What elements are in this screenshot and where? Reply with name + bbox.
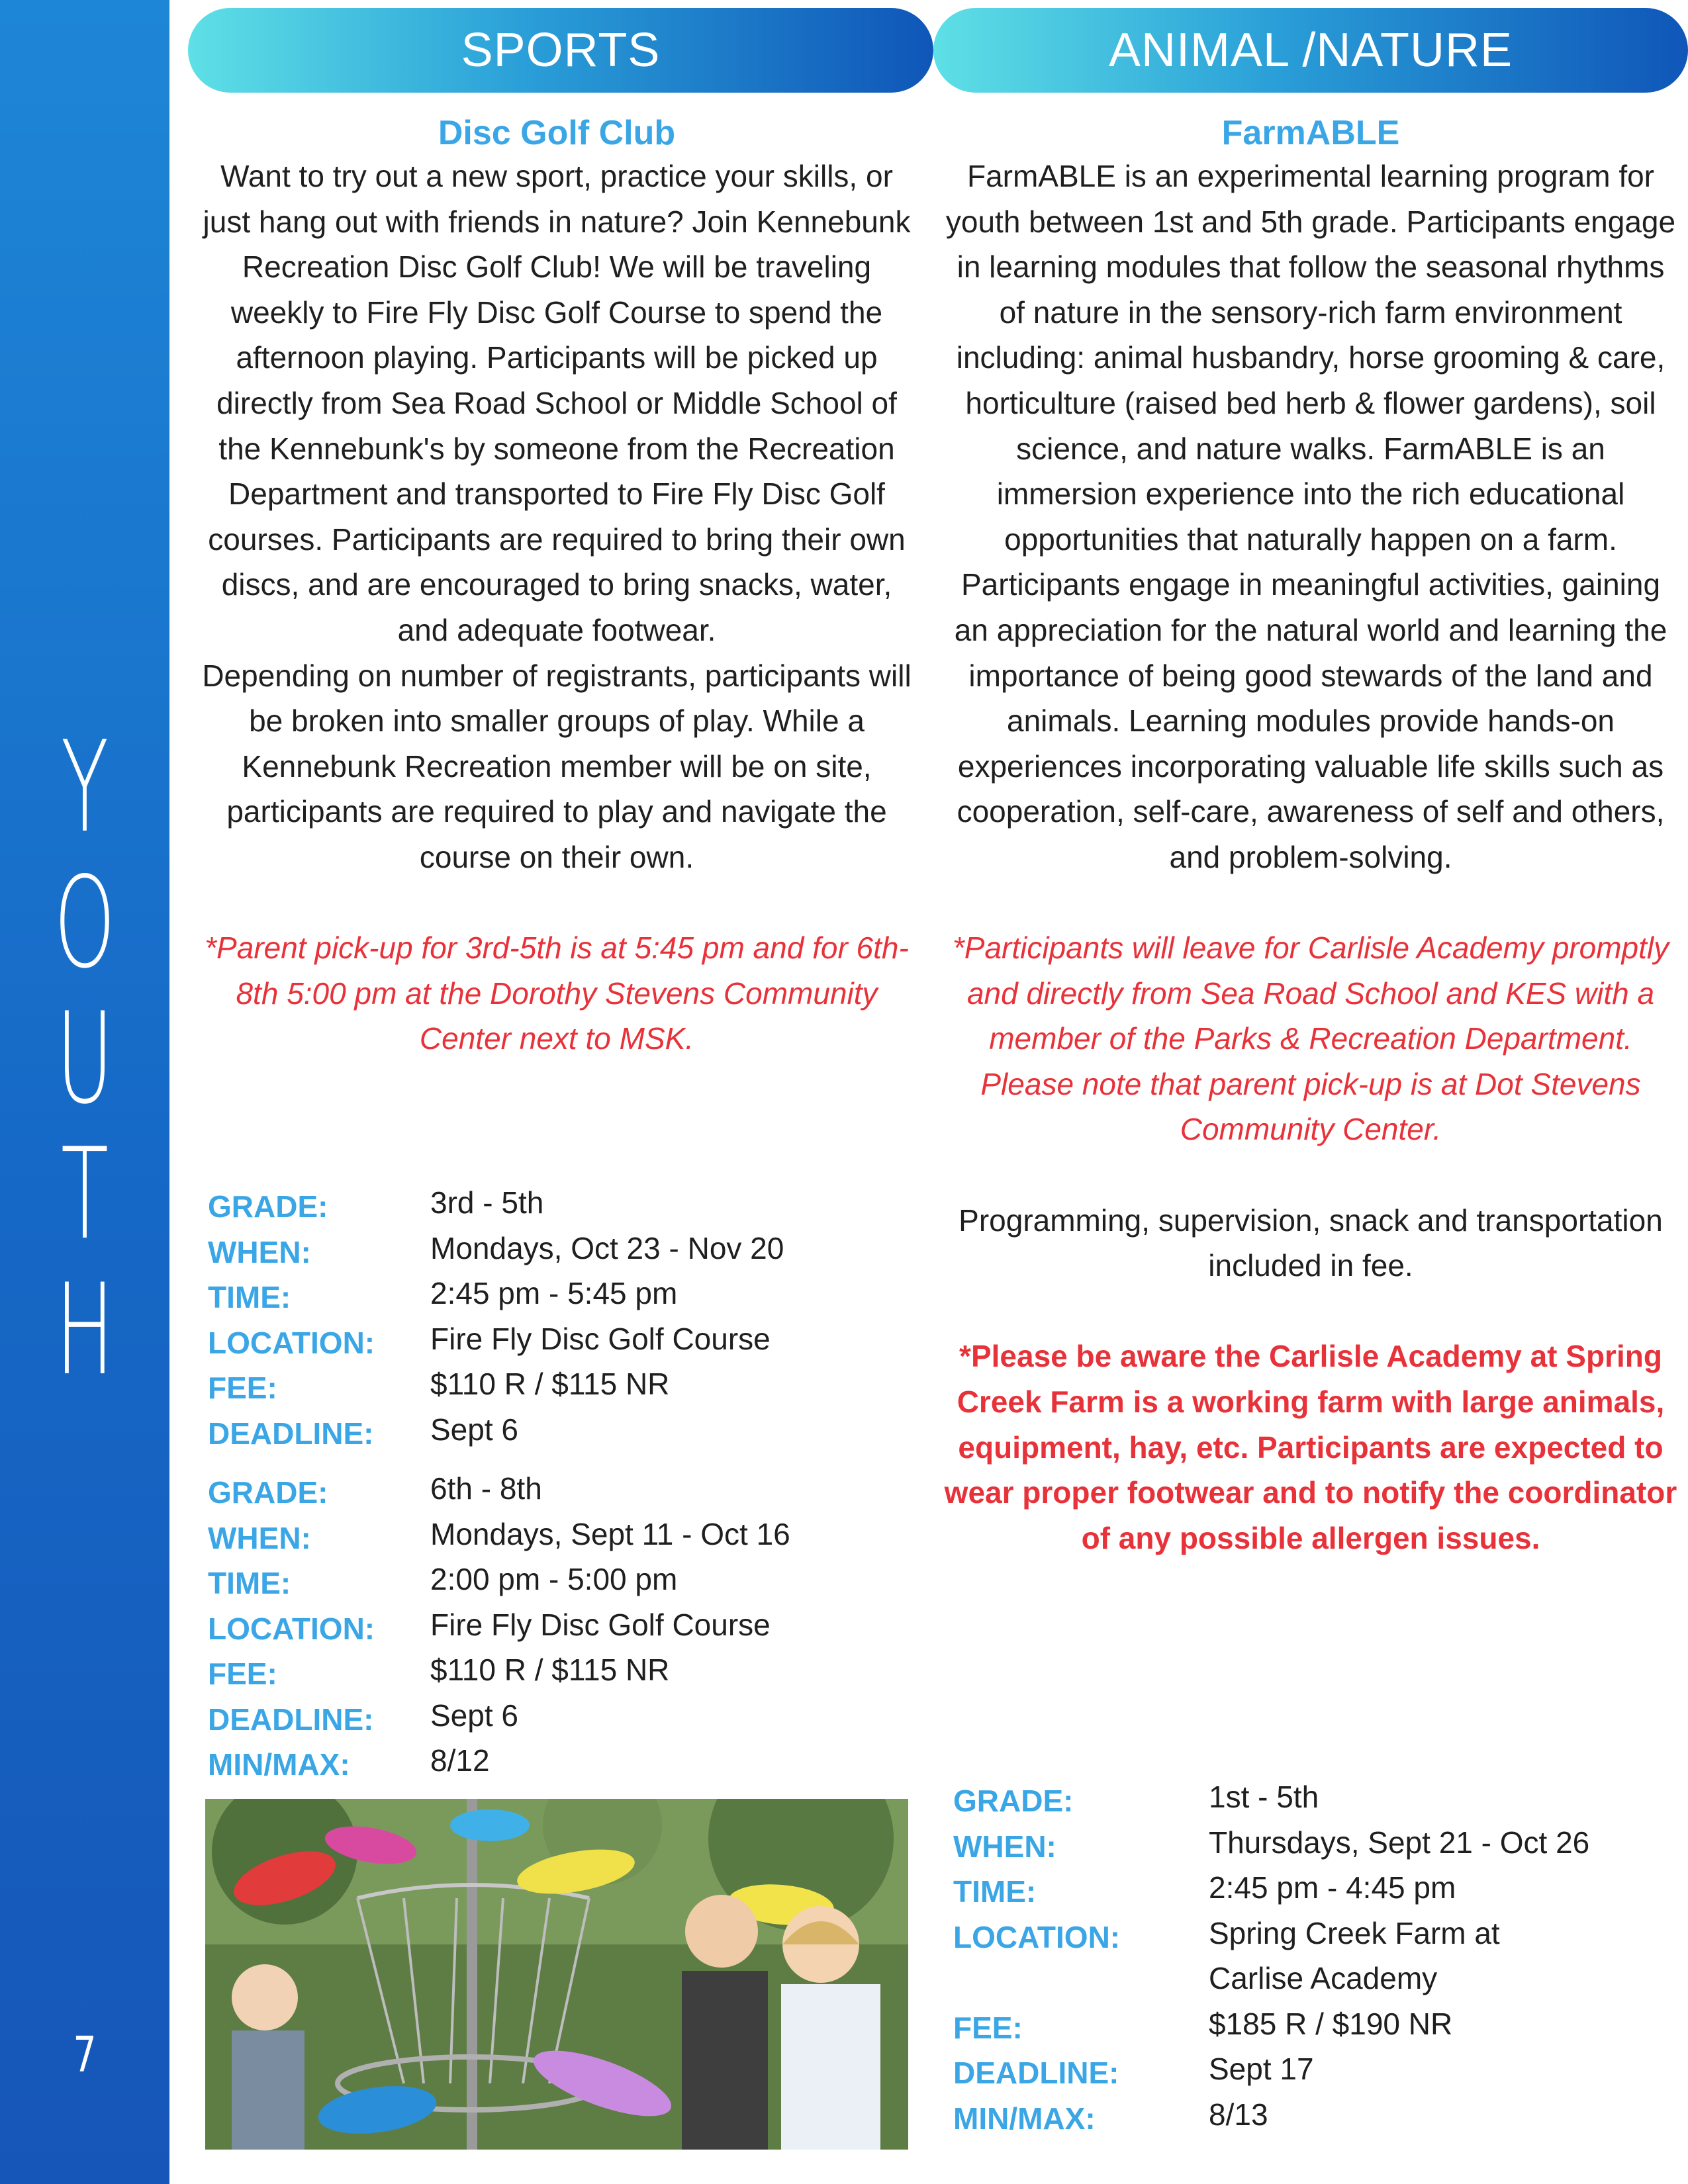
- detail-row: [953, 2097, 1675, 2142]
- disc-golf-illustration: [205, 1799, 908, 2150]
- detail-value: 2:45 pm - 5:45 pm: [430, 1276, 678, 1310]
- detail-label: TIME:: [208, 1280, 291, 1314]
- detail-row: [953, 1960, 1675, 2006]
- detail-label: FEE:: [208, 1657, 277, 1691]
- detail-label: DEADLINE:: [953, 2056, 1119, 2090]
- detail-value: Sept 6: [430, 1412, 518, 1447]
- detail-label: WHEN:: [208, 1520, 311, 1555]
- pickup-note: *Parent pick-up for 3rd-5th is at 5:45 pm and for 6th-8th 5:00 pm at the Dorothy Stevens Community Center next to MSK.: [205, 931, 909, 1056]
- detail-label: MIN/MAX:: [953, 2101, 1096, 2136]
- detail-value: 2:45 pm - 4:45 pm: [1209, 1870, 1456, 1905]
- detail-row: [208, 1412, 910, 1457]
- detail-value: Sept 6: [430, 1698, 518, 1733]
- program-title: Disc Golf Club: [438, 114, 676, 152]
- detail-value: Spring Creek Farm at: [1209, 1915, 1500, 1950]
- farmable-details: [953, 1779, 1675, 2142]
- detail-row: [208, 1561, 910, 1607]
- detail-row: [208, 1516, 910, 1562]
- detail-value: 1st - 5th: [1209, 1780, 1319, 1814]
- detail-label: GRADE:: [208, 1189, 328, 1224]
- program-title: FarmABLE: [1221, 114, 1400, 152]
- sidebar-letter: H: [55, 1257, 115, 1403]
- detail-label: GRADE:: [208, 1475, 328, 1510]
- detail-row: [208, 1607, 910, 1653]
- detail-row: [208, 1471, 910, 1516]
- detail-value: 2:00 pm - 5:00 pm: [430, 1562, 678, 1596]
- detail-row: [208, 1366, 910, 1412]
- session-details-2: [208, 1471, 910, 1788]
- detail-value: 8/12: [430, 1743, 490, 1778]
- detail-label: WHEN:: [953, 1829, 1056, 1864]
- program-description: FarmABLE is an experimental learning program for youth between 1st and 5th grade. Participants engage in learning modules that follow the seasonal rhythms of nature in the sensory-rich farm environment including: animal husbandry, horse grooming & care, horticulture (raised bed herb & flower gardens), soil science, and nature walks. FarmABLE is an immersion experience into the rich educational opportunities that naturally happen on a farm. Participants engage in meaningful activities, gaining an appreciation for the natural world and learning the importance of being good stewards of the land and animals. Learning modules provide hands-on experiences incorporating valuable life skills such as cooperation, self-care, awareness of self and others, and problem-solving.: [945, 159, 1676, 874]
- sidebar-letter: Y: [61, 714, 109, 860]
- transport-note: *Participants will leave for Carlisle Academy promptly and directly from Sea Road School and KES with a member of the Parks & Recreation Department. Please note that parent pick-up is at Dot Stevens Community Center.: [952, 931, 1669, 1147]
- detail-label: DEADLINE:: [208, 1702, 374, 1737]
- session-details-1: [208, 1185, 910, 1457]
- detail-value: Mondays, Sept 11 - Oct 16: [430, 1516, 790, 1551]
- nature-column: [943, 113, 1679, 1561]
- detail-row: [953, 1870, 1675, 1915]
- detail-label: TIME:: [953, 1874, 1037, 1909]
- detail-row: [208, 1698, 910, 1743]
- detail-label: FEE:: [208, 1371, 277, 1405]
- detail-row: [208, 1275, 910, 1321]
- detail-value: 6th - 8th: [430, 1471, 542, 1506]
- detail-value: Thursdays, Sept 21 - Oct 26: [1209, 1825, 1590, 1860]
- detail-label: FEE:: [953, 2010, 1023, 2045]
- detail-row: [953, 2006, 1675, 2052]
- detail-row: [208, 1321, 910, 1367]
- detail-row: [208, 1230, 910, 1276]
- sports-column: [199, 113, 915, 1062]
- detail-label: LOCATION:: [208, 1325, 375, 1360]
- detail-value: Fire Fly Disc Golf Course: [430, 1607, 771, 1642]
- program-description: Want to try out a new sport, practice your skills, or just hang out with friends in nature? Join Kennebunk Recreation Disc Golf Club! We will be traveling weekly to Fire Fly Disc Golf Course to spend the afternoon playing. Participants will be picked up directly from Sea Road School or Middle School of the Kennebunk's by someone from the Recreation Department and transported to Fire Fly Disc Golf courses. Participants are required to bring their own discs, and are encouraged to bring snacks, water, and adequate footwear.: [203, 159, 911, 647]
- sidebar-letter: O: [54, 850, 116, 996]
- detail-row: [208, 1185, 910, 1230]
- detail-label: WHEN:: [208, 1234, 311, 1269]
- included-note: Programming, supervision, snack and transportation included in fee.: [959, 1203, 1663, 1283]
- detail-value: Mondays, Oct 23 - Nov 20: [430, 1230, 784, 1265]
- detail-value: 8/13: [1209, 2097, 1268, 2132]
- detail-label: TIME:: [208, 1566, 291, 1600]
- detail-row: [953, 1779, 1675, 1825]
- detail-value: $110 R / $115 NR: [430, 1653, 670, 1687]
- detail-value: 3rd - 5th: [430, 1185, 544, 1220]
- detail-value: Carlise Academy: [1209, 1961, 1438, 1995]
- disc-golf-photo: [205, 1799, 908, 2150]
- sidebar-letter: T: [61, 1121, 109, 1267]
- detail-row: [208, 1743, 910, 1788]
- detail-value: $110 R / $115 NR: [430, 1367, 670, 1401]
- detail-label: GRADE:: [953, 1784, 1074, 1818]
- sidebar-letter: U: [56, 985, 114, 1132]
- page-number: 7: [73, 2026, 97, 2083]
- detail-row: [953, 2051, 1675, 2097]
- detail-label: LOCATION:: [208, 1611, 375, 1646]
- detail-row: [953, 1915, 1675, 1961]
- detail-label: DEADLINE:: [208, 1416, 374, 1451]
- sports-header: SPORTS: [188, 8, 933, 93]
- nature-header: ANIMAL /NATURE: [933, 8, 1688, 93]
- farm-warning: *Please be aware the Carlisle Academy at Spring Creek Farm is a working farm with large animals, equipment, hay, etc. Participants are expected to wear proper footwear and to notify the coordinator of any possible allergen issues.: [944, 1339, 1677, 1555]
- sidebar: [0, 0, 169, 2184]
- detail-label: LOCATION:: [953, 1919, 1121, 1954]
- detail-row: [953, 1825, 1675, 1870]
- detail-value: $185 R / $190 NR: [1209, 2006, 1453, 2041]
- detail-label: MIN/MAX:: [208, 1747, 350, 1782]
- detail-value: Sept 17: [1209, 2052, 1314, 2086]
- detail-row: [208, 1652, 910, 1698]
- detail-value: Fire Fly Disc Golf Course: [430, 1321, 771, 1356]
- program-description-2: Depending on number of registrants, participants will be broken into smaller groups of play. While a Kennebunk Recreation member will be on site, participants are required to play and navigate the course on their own.: [202, 658, 912, 874]
